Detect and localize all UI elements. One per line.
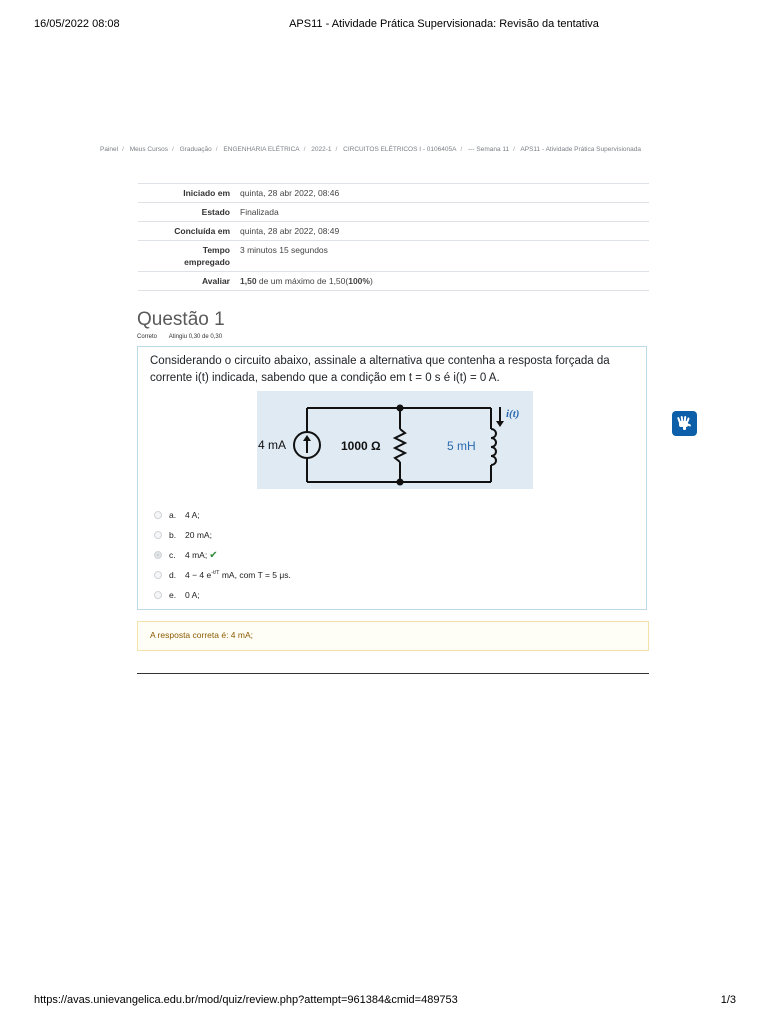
question-grade: Atingiu 0,30 de 0,30 <box>168 334 223 340</box>
radio-button-selected[interactable] <box>154 551 162 559</box>
answer-option-e[interactable] <box>154 585 291 605</box>
summary-value: 3 minutos 15 segundos <box>236 241 649 272</box>
question-box <box>137 346 647 610</box>
summary-row <box>138 222 649 241</box>
breadcrumb-item-engenharia[interactable]: ENGENHARIA ELÉTRICA <box>223 146 300 153</box>
breadcrumb-item-2022-1[interactable]: 2022-1 <box>311 146 332 153</box>
circuit-diagram <box>257 391 533 489</box>
attempt-summary-table <box>138 183 649 291</box>
option-text-pre: 4 − 4 e <box>185 570 212 580</box>
option-text: 0 A; <box>185 590 200 600</box>
answer-option-d[interactable] <box>154 565 291 585</box>
summary-label: Concluída em <box>138 222 236 241</box>
grade-score: 1,50 <box>240 276 257 286</box>
grade-text: de um máximo de 1,50( <box>258 276 349 286</box>
summary-value: quinta, 28 abr 2022, 08:46 <box>236 184 649 203</box>
sign-language-icon <box>676 415 693 432</box>
circuit-resistor-label: 1000 Ω <box>341 439 381 453</box>
grade-close: ) <box>369 276 373 286</box>
summary-label-line: empregado <box>184 257 230 267</box>
option-text-post: mA, com T = 5 μs. <box>219 570 291 580</box>
breadcrumb-item-painel[interactable]: Painel <box>100 146 119 153</box>
summary-row <box>138 184 649 203</box>
answer-option-b[interactable] <box>154 525 291 545</box>
option-text: 20 mA; <box>185 530 212 540</box>
breadcrumb-item-week[interactable]: --- Semana 11 <box>468 146 510 153</box>
option-text: 4 mA; <box>185 550 208 560</box>
divider <box>137 673 649 674</box>
option-letter: c. <box>169 550 176 560</box>
summary-label: Estado <box>138 203 236 222</box>
summary-value: quinta, 28 abr 2022, 08:49 <box>236 222 649 241</box>
option-text: 4 A; <box>185 510 200 520</box>
summary-value: Finalizada <box>236 203 649 222</box>
answer-options <box>154 505 291 605</box>
circuit-current-label: i(t) <box>506 408 520 420</box>
grade-percent: 100% <box>348 276 370 286</box>
print-url: https://avas.unievangelica.edu.br/mod/quiz/review.php?attempt=961384&cmid=489753 <box>34 994 458 1006</box>
radio-button[interactable] <box>154 511 162 519</box>
answer-option-c[interactable] <box>154 545 291 565</box>
option-text <box>185 570 291 580</box>
summary-label: Iniciado em <box>138 184 236 203</box>
option-exponent: -t/T <box>211 570 220 577</box>
option-letter: a. <box>169 510 177 520</box>
summary-label: Avaliar <box>138 272 236 291</box>
question-title: Questão 1 <box>137 309 225 330</box>
accessibility-button[interactable] <box>672 411 697 436</box>
question-meta <box>137 334 222 340</box>
question-status: Correto <box>137 334 158 340</box>
option-letter: e. <box>169 590 177 600</box>
option-letter: d. <box>169 570 177 580</box>
check-icon: ✔ <box>209 549 218 561</box>
option-letter: b. <box>169 530 177 540</box>
breadcrumb-item-meus-cursos[interactable]: Meus Cursos <box>129 146 168 153</box>
circuit-source-label: 4 mA <box>258 438 287 452</box>
correct-answer-text: A resposta correta é: 4 mA; <box>150 630 253 640</box>
breadcrumb-item-activity[interactable]: APS11 - Atividade Prática Supervisionada <box>520 146 641 153</box>
summary-value <box>236 272 649 291</box>
breadcrumb: Painel / Meus Cursos / Graduação / ENGENHARIA ELÉTRICA / 2022-1 / CIRCUITOS ELÉTRICOS I - 0106405A / --- Semana 11 / APS11 - Atividade Prática Supervisionada <box>100 146 641 153</box>
answer-option-a[interactable] <box>154 505 291 525</box>
summary-row <box>138 272 649 291</box>
print-header <box>0 16 768 32</box>
question-text: Considerando o circuito abaixo, assinale a alternativa que contenha a resposta forçada da corrente i(t) indicada, sabendo que a condição em t = 0 s é i(t) = 0 A. <box>150 355 610 384</box>
radio-button[interactable] <box>154 591 162 599</box>
print-page-number: 1/3 <box>720 994 736 1006</box>
radio-button[interactable] <box>154 571 162 579</box>
print-title: APS11 - Atividade Prática Supervisionada: Revisão da tentativa <box>289 18 599 30</box>
summary-row <box>138 203 649 222</box>
feedback-box <box>137 621 649 651</box>
breadcrumb-item-graduacao[interactable]: Graduação <box>179 146 212 153</box>
summary-row <box>138 241 649 272</box>
summary-label-line: Tempo <box>202 245 230 255</box>
breadcrumb-item-course[interactable]: CIRCUITOS ELÉTRICOS I - 0106405A <box>343 146 457 153</box>
summary-label <box>138 241 236 272</box>
print-date: 16/05/2022 08:08 <box>34 18 120 30</box>
radio-button[interactable] <box>154 531 162 539</box>
circuit-inductor-label: 5 mH <box>447 439 476 453</box>
